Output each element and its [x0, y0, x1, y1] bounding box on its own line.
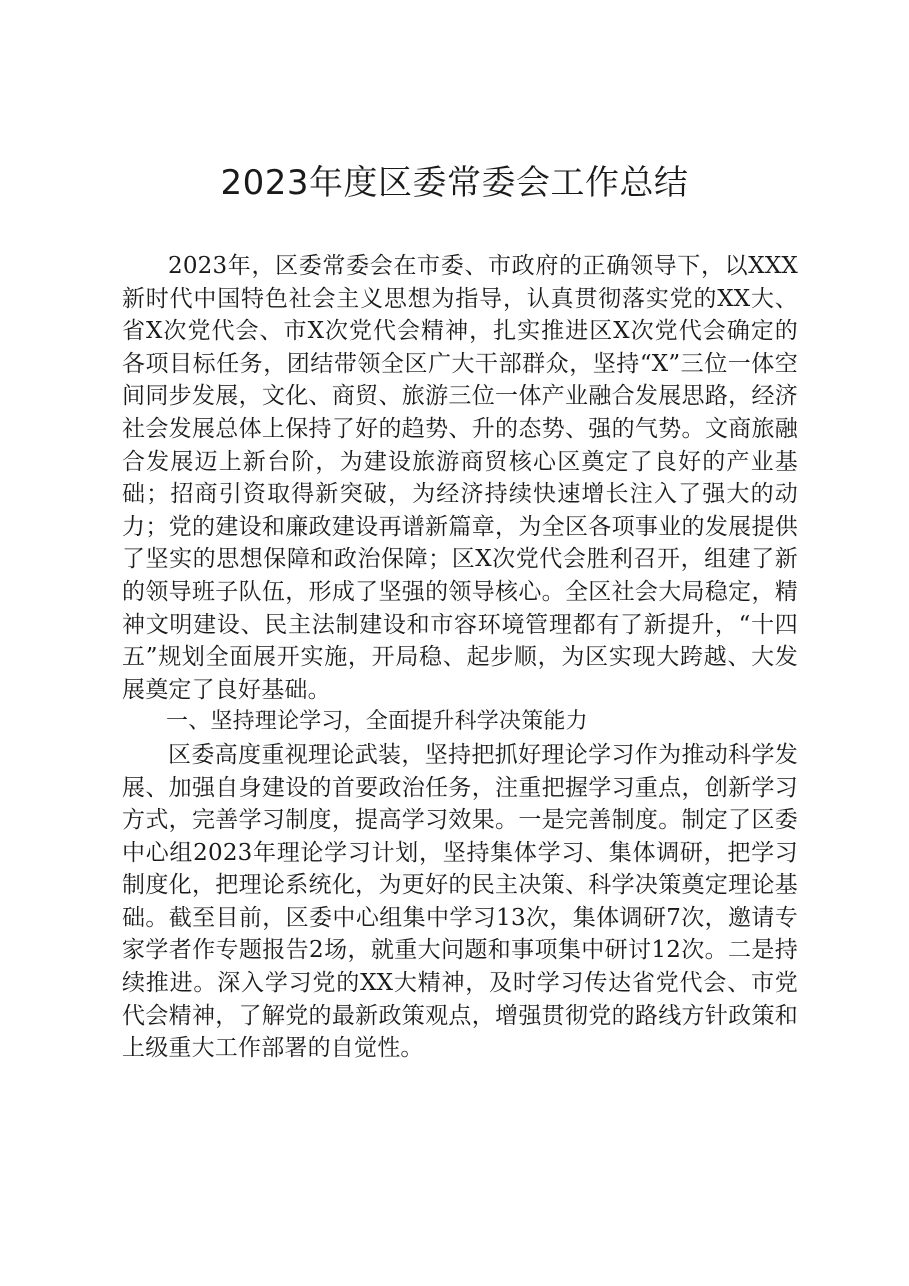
document-body	[122, 250, 798, 1065]
section-heading-1: 一、坚持理论学习，全面提升科学决策能力	[166, 709, 588, 735]
paragraph-intro: 2023年，区委常委会在市委、市政府的正确领导下，以XXX新时代中国特色社会主义思想为指导，认真贯彻落实党的XX大、省X次党代会、市X次党代会精神，扎实推进区X次党代会确定的各项目标任务，团结带领全区广大干部群众，坚持“X”三位一体空间同步发展，文化、商贸、旅游三位一体产业融合发展思路，经济社会发展总体上保持了好的趋势、升的态势、强的气势。文商旅融合发展迈上新台阶，为建设旅游商贸核心区奠定了良好的产业基础；招商引资取得新突破，为经济持续快速增长注入了强大的动力；党的建设和廉政建设再谱新篇章，为全区各项事业的发展提供了坚实的思想保障和政治保障；区X次党代会胜利召开，组建了新的领导班子队伍，形成了坚强的领导核心。全区社会大局稳定，精神文明建设、民主法制建设和市容环境管理都有了新提升，“十四五”规划全面展开实施，开局稳、起步顺，为区实现大跨越、大发展奠定了良好基础。	[122, 253, 798, 703]
document-title: 2023年度区委常委会工作总结	[220, 163, 689, 203]
paragraph-section-1: 区委高度重视理论武装，坚持把抓好理论学习作为推动科学发展、加强自身建设的首要政治任务，注重把握学习重点，创新学习方式，完善学习制度，提高学习效果。一是完善制度。制定了区委中心组2023年理论学习计划，坚持集体学习、集体调研，把学习制度化，把理论系统化，为更好的民主决策、科学决策奠定理论基础。截至目前，区委中心组集中学习13次，集体调研7次，邀请专家学者作专题报告2场，就重大问题和事项集中研讨12次。二是持续推进。深入学习党的XX大精神，及时学习传达省党代会、市党代会精神，了解党的最新政策观点，增强贯彻党的路线方针政策和上级重大工作部署的自觉性。	[122, 741, 798, 1062]
